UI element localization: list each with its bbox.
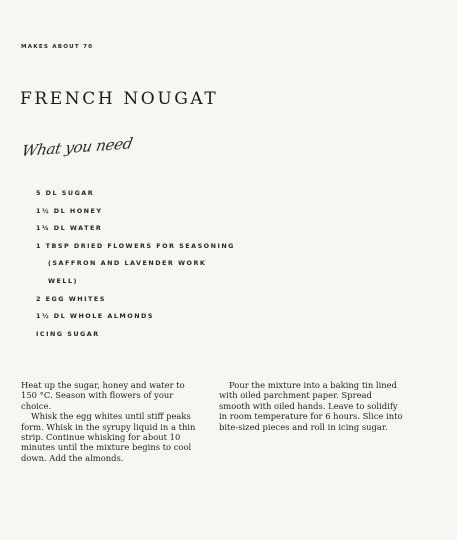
- ingredients-heading: What you need: [20, 134, 134, 160]
- method-column-right: [219, 380, 405, 432]
- ingredient-list: [36, 185, 236, 343]
- ingredient-item: ICING SUGAR: [36, 329, 100, 338]
- ingredient-item: 5 DL SUGAR: [36, 189, 95, 197]
- ingredient-item: 1 TBSP DRIED FLOWERS FOR SEASONING (SAFFRON AND LAVENDER WORK WELL): [36, 241, 235, 285]
- recipe-yield: MAKES ABOUT 70: [21, 44, 94, 50]
- method-paragraph: Whisk the egg whites until stiff peaks form. Whisk in the syrupy liquid in a thin strip. Continue whisking for about 10 minutes until the mixture begins to cool down. Add the almonds.: [21, 411, 196, 463]
- ingredient-item: 2 EGG WHITES: [36, 294, 106, 303]
- recipe-title: FRENCH NOUGAT: [20, 89, 219, 109]
- method-paragraph: Heat up the sugar, honey and water to 150 °C. Season with flowers of your choice.: [21, 380, 185, 411]
- ingredient-item: 1½ DL HONEY: [36, 206, 103, 215]
- ingredient-item: 1½ DL WHOLE ALMONDS: [36, 312, 154, 321]
- ingredient-item: 1¼ DL WATER: [36, 224, 103, 233]
- method-paragraph: Pour the mixture into a baking tin lined with oiled parchment paper. Spread smooth with oiled hands. Leave to solidify in room temperature for 6 hours. Slice into bite-sized pieces and roll in icing sugar.: [219, 380, 403, 432]
- method-column-left: [21, 380, 201, 463]
